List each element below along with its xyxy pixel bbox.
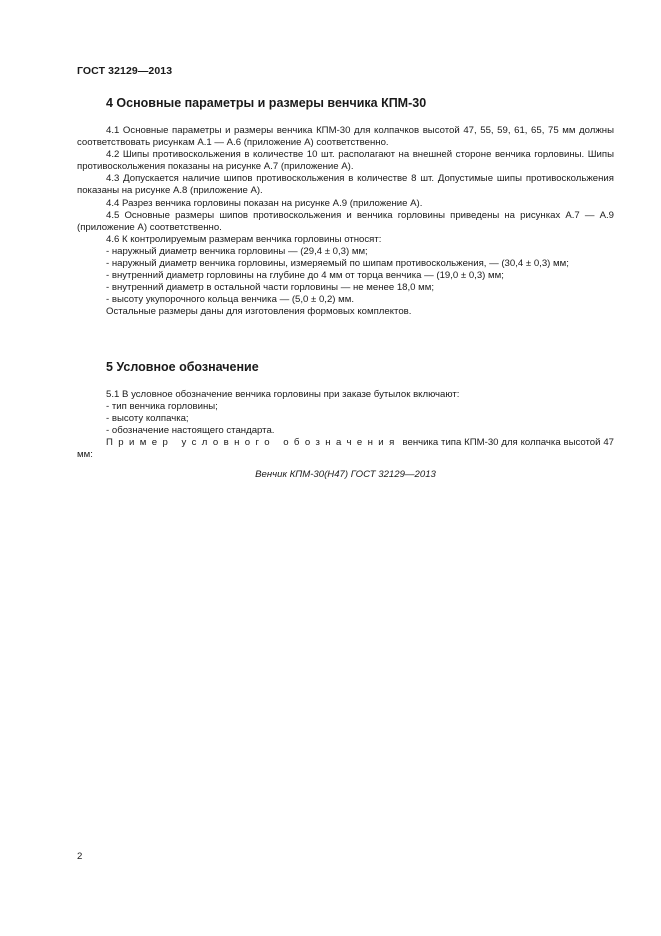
page-number: 2 — [77, 851, 83, 862]
list-item: - высоту колпачка; — [106, 413, 189, 425]
example-text: венчика типа КПМ-30 для колпачка высотой 47 мм: — [77, 437, 614, 461]
list-item: - обозначение настоящего стандарта. — [106, 425, 275, 437]
paragraph-4-1: 4.1 Основные параметры и размеры венчика КПМ-30 для колпачков высотой 47, 55, 59, 61, 65, 75 мм должны соответствовать рисункам А.1 — А.6 (приложение А) соответственно. — [77, 125, 614, 149]
list-item: - высоту укупорочного кольца венчика — (5,0 ± 0,2) мм. — [106, 294, 355, 306]
section-4-body — [77, 125, 614, 319]
paragraph-4-2: 4.2 Шипы противоскольжения в количестве 10 шт. располагают на внешней стороне венчика горловины. Шипы противоскольжения показаны на рисунке А.7 (приложение А). — [77, 149, 614, 173]
list-item: - наружный диаметр венчика горловины — (29,4 ± 0,3) мм; — [106, 245, 368, 257]
paragraph-4-6: 4.6 К контролируемым размерам венчика горловины относят: — [106, 233, 382, 245]
list-item: - тип венчика горловины; — [106, 401, 218, 413]
section-4-title: 4 Основные параметры и размеры венчика КПМ-30 — [106, 96, 427, 110]
example-label: Пример условного обозначения — [106, 437, 400, 449]
section-5-body — [77, 389, 614, 462]
paragraph-4-5: 4.5 Основные размеры шипов противоскольжения и венчика горловины приведены на рисунках А.7 — А.9 (приложение А) соответственно. — [77, 209, 614, 233]
paragraph-4-3: 4.3 Допускается наличие шипов противоскольжения в количестве 8 шт. Допустимые шипы противоскольжения показаны на рисунке А.8 (приложение А). — [77, 173, 614, 197]
list-item: - внутренний диаметр горловины на глубине до 4 мм от торца венчика — (19,0 ± 0,3) мм; — [106, 270, 504, 282]
section-5-title: 5 Условное обозначение — [106, 360, 259, 374]
closing-paragraph: Остальные размеры даны для изготовления формовых комплектов. — [106, 306, 412, 318]
list-item: - внутренний диаметр в остальной части горловины — не менее 18,0 мм; — [106, 282, 435, 294]
document-header: ГОСТ 32129—2013 — [77, 65, 173, 77]
list-item: - наружный диаметр венчика горловины, измеряемый по шипам противоскольжения, — (30,4 ± 0,3) мм; — [106, 258, 569, 270]
example-paragraph — [77, 437, 614, 461]
paragraph-4-4: 4.4 Разрез венчика горловины показан на рисунке А.9 (приложение А). — [106, 197, 423, 209]
example-designation: Венчик КПМ-30(Н47) ГОСТ 32129—2013 — [255, 469, 436, 480]
paragraph-5-1: 5.1 В условное обозначение венчика горловины при заказе бутылок включают: — [106, 389, 460, 400]
